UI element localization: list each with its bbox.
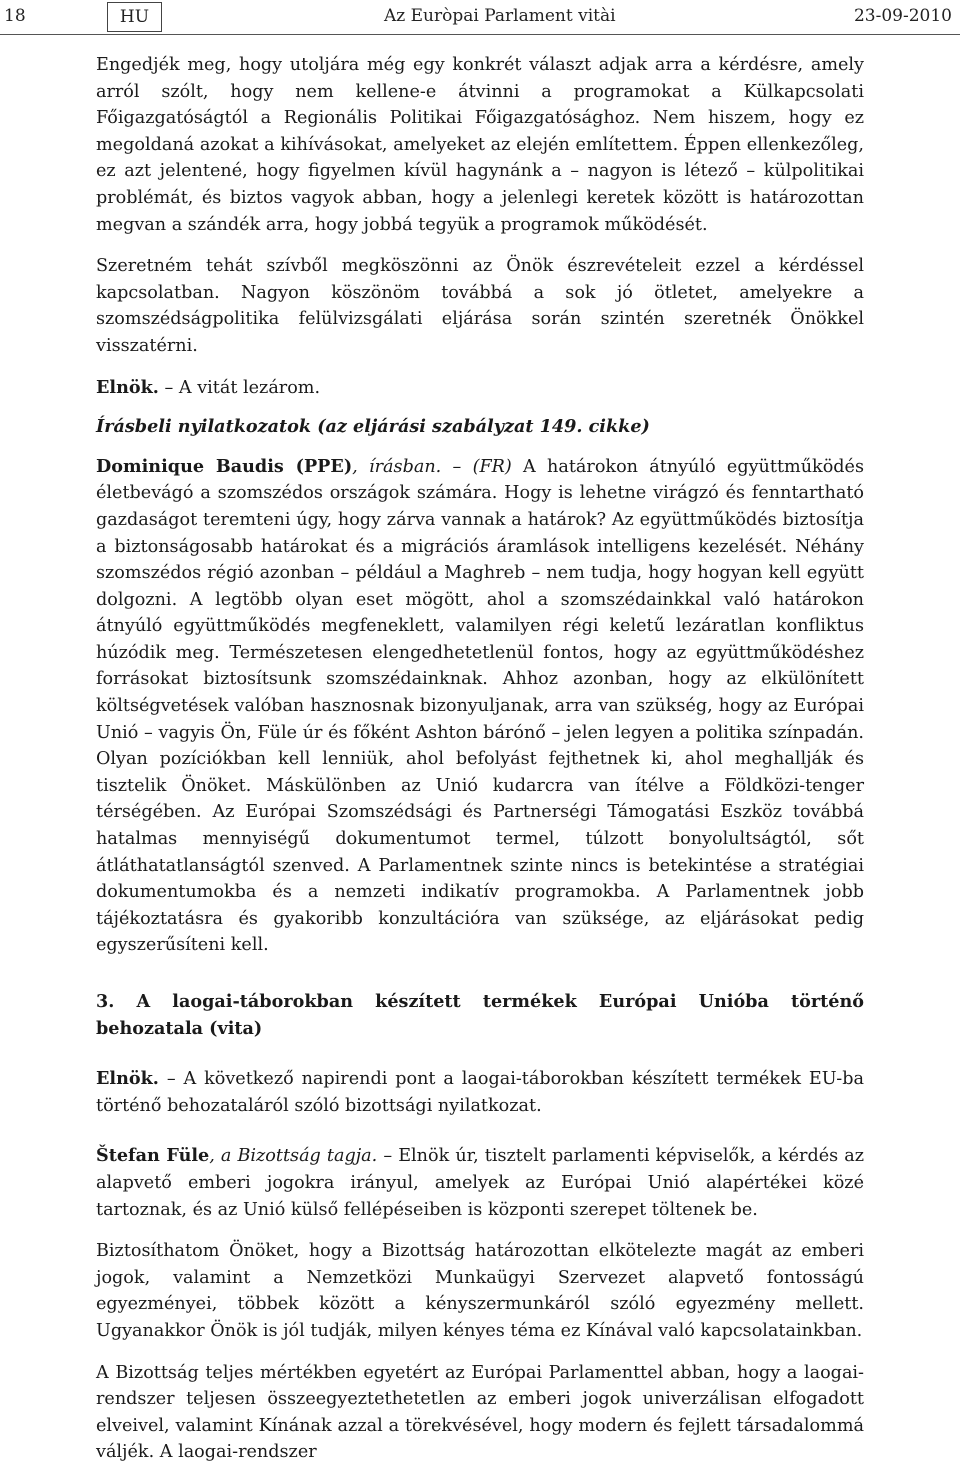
paragraph-fule [96, 1143, 864, 1223]
language-badge: HU [107, 2, 162, 32]
speech-text: – A következő napirendi pont a laogai-táborokban készített termékek EU-ba történő behozataláról szóló bizottsági nyilatkozat. [96, 1069, 864, 1116]
speaker-name: Elnök. [96, 376, 159, 398]
paragraph-closing [96, 375, 864, 402]
section-heading-written-statements: Írásbeli nyilatkozatok (az eljárási szabályzat 149. cikke) [96, 416, 650, 438]
speaker-name: Elnök. [96, 1068, 159, 1090]
speech-text: – A vitát lezárom. [158, 377, 321, 398]
page-number: 18 [4, 6, 26, 26]
agenda-item-heading: 3. A laogai-táborokban készített termékek Európai Unióba történő behozatala (vita) [96, 991, 864, 1039]
document-body [96, 52, 864, 1466]
header-date: 23-09-2010 [853, 6, 952, 26]
paragraph-10: A Bizottság teljes mértékben egyetért az Európai Parlamenttel abban, hogy a laogai-rendszer teljesen összeegyeztethetetlen az emberi jogok univerzálisan elfogadott elveivel, valamint Kínának azzal a törekvésével, hogy modern és fejlett társadalommá váljék. A laogai-rendszer [96, 1362, 864, 1463]
speech-text: – Elnök úr, tisztelt parlamenti képviselők, a kérdés az alapvető emberi jogokra irányul, amelyek az Európai Unió alapértékei közé tartoznak, és az Unió külső fellépéseiben is központi szerepet töltenek be. [96, 1146, 864, 1220]
page-header [0, 0, 960, 35]
paragraph-president [96, 1066, 864, 1119]
speaker-name: Štefan Füle [96, 1145, 210, 1167]
speaker-name: Dominique Baudis (PPE) [96, 455, 353, 477]
speaker-role: , a Bizottság tagja. [209, 1146, 378, 1167]
journal-title: Az Euròpai Parlament vitài [384, 6, 616, 26]
paragraph-9: Biztosíthatom Önöket, hogy a Bizottság határozottan elkötelezte magát az emberi jogok, valamint a Nemzetközi Munkaügyi Szervezet alapvető fontosságú egyezményei, többek között a kényszermunkáról szóló egyezmény mellett. Ugyanakkor Önök is jól tudják, milyen kényes téma ez Kínával való kapcsolatainkban. [96, 1241, 864, 1341]
paragraph-baudis [96, 454, 864, 959]
speaker-role: , írásban. – (FR) [352, 456, 512, 477]
paragraph-1: Engedjék meg, hogy utoljára még egy konkrét választ adjak arra a kérdésre, amely arról szólt, hogy nem kellene-e átvinni a programokat a Külkapcsolati Főigazgatóságtól a Regionális Politikai Főigazgatósághoz. Nem hiszem, hogy ez megoldaná azokat a kihívásokat, amelyeket az elején említettem. Éppen ellenkezőleg, ez azt jelentené, hogy figyelmen kívül hagynánk a – nagyon is létező – külpolitikai problémát, és biztos vagyok abban, hogy a jelenlegi keretek között is határozottan megvan a szándék arra, hogy jobbá tegyük a programok működését. [96, 55, 864, 235]
paragraph-2: Szeretném tehát szívből megköszönni az Önök észrevételeit ezzel a kérdéssel kapcsolatban. Nagyon köszönöm továbbá a sok jó ötletet, amelyekre a szomszédságpolitika felülvizsgálati eljárása során szintén szeretnék Önökkel visszatérni. [96, 256, 864, 356]
speech-text: A határokon átnyúló együttműködés életbevágó a szomszédos országok számára. Hogy is lehetne virágzó és fenntartható gazdaságot teremteni úgy, hogy zárva vannak a határok? Az együttműködés biztosítja a biztonságosabb határokat és a migrációs áramlások intelligens kezelését. Néhány szomszédos régió azonban – például a Maghreb – nem tudja, hogy hogyan kell együtt dolgozni. A legtöbb olyan eset mögött, ahol a szomszédainkkal való határokon átnyúló együttműködés megfeneklett, valamilyen régi keletű lezáratlan konfliktus húzódik meg. Természetesen elengedhetetlenül fontos, hogy az együttműködéshez forrásokat biztosítsunk szomszédainknak. Ahhoz azonban, hogy az elkülönített költségvetések valóban hasznosnak bizonyuljanak, arra van szükség, hogy az Európai Unió – vagyis Ön, Füle úr és főként Ashton bárónő – jelen legyen a politika színpadán. Olyan pozíciókban kell lenniük, ahol befolyást fejthetnek ki, ahol meghallják és tisztelik Önöket. Máskülönben az Unió kudarcra van ítélve a Földközi-tenger térségében. Az Európai Szomszédsági és Partnerségi Támogatási Eszköz továbbá hatalmas mennyiségű dokumentumot termel, túlzott bonyolultságtól, sőt átláthatatlanságtól szenved. A Parlamentnek szinte nincs is betekintése a stratégiai dokumentumokba és a nemzeti indikatív programokba. A Parlamentnek jobb tájékoztatásra és gyakoribb konzultációra van szüksége, az eljárásokat pedig egyszerűsíteni kell. [96, 456, 864, 956]
